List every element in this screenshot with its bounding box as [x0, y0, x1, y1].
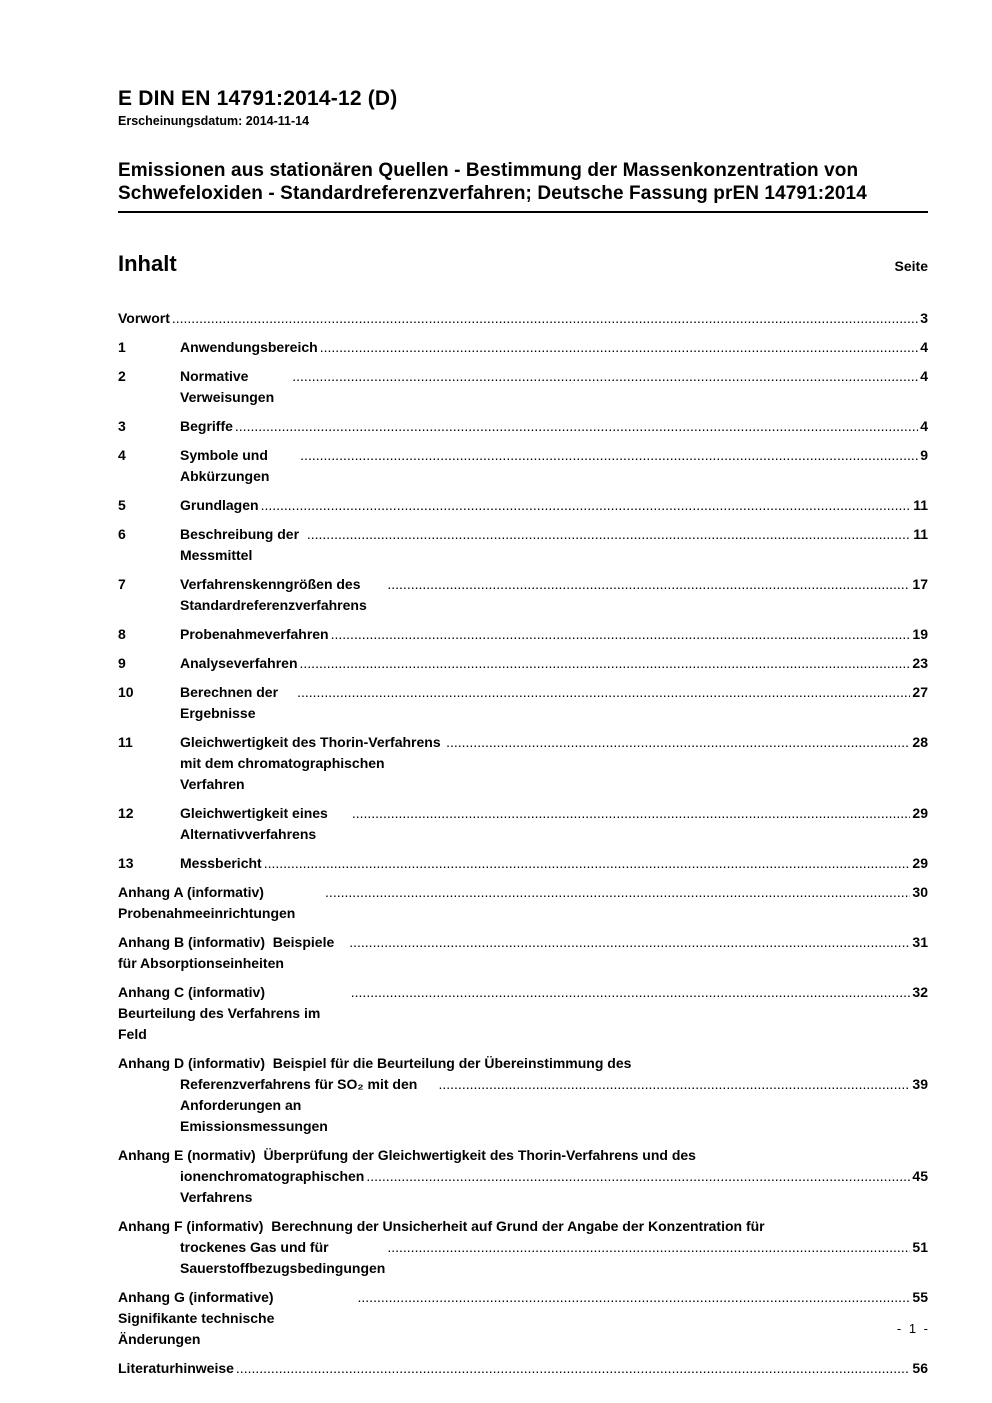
toc-entry [118, 495, 928, 516]
toc-entry-page: 45 [912, 1168, 928, 1184]
toc-entry-page: 9 [920, 447, 928, 463]
toc-entry-continuation-line [118, 1166, 928, 1208]
toc-entry [118, 445, 928, 487]
toc-entry-line [118, 416, 928, 437]
toc-entry-number: 8 [118, 626, 126, 642]
toc-entry-page: 4 [920, 418, 928, 434]
toc-entry-number: 5 [118, 497, 126, 513]
document-title-line1: Emissionen aus stationären Quellen - Bestimmung der Massenkonzentration von [118, 160, 859, 181]
toc-entry-title: Begriffe [180, 418, 233, 434]
toc-entry-line [118, 445, 928, 487]
toc-entry [118, 1216, 928, 1279]
toc-entry-line [118, 524, 928, 566]
toc-entry [118, 624, 928, 645]
toc-entry [118, 308, 928, 329]
title-divider [118, 211, 928, 213]
toc-entry-number: 1 [118, 339, 126, 355]
toc-entry-title: Anhang E (normativ) Überprüfung der Gleichwertigkeit des Thorin-Verfahrens und des [118, 1147, 696, 1163]
toc-entry-page: 17 [912, 576, 928, 592]
toc-entry [118, 337, 928, 358]
toc-entry-line [118, 308, 928, 329]
toc-entry-number: 11 [118, 734, 133, 750]
toc-entry-line [118, 732, 928, 795]
toc-dot-leader [352, 803, 911, 824]
toc-entry-line [118, 653, 928, 674]
toc-entry-title: Symbole und Abkürzungen [180, 447, 272, 484]
footer-page-number: - 1 - [896, 1321, 930, 1336]
toc-entry [118, 1287, 928, 1350]
toc-entry-page: 27 [912, 684, 928, 700]
toc-entry-number: 13 [118, 855, 134, 871]
toc-entry-title: Analyseverfahren [180, 655, 298, 671]
toc-entry-number: 9 [118, 655, 126, 671]
toc-heading-row [118, 251, 928, 277]
toc-entry-line [118, 624, 928, 645]
toc-entry-title-continuation: ionenchromatographischen Verfahrens [180, 1168, 369, 1205]
toc-entry-page: 11 [913, 526, 928, 542]
toc-page-column-label: Seite [894, 258, 928, 274]
toc-dot-leader [320, 337, 919, 358]
toc-entry-number: 2 [118, 368, 126, 384]
release-date-line: Erscheinungsdatum: 2014-11-14 [118, 114, 310, 128]
toc-entry-page: 31 [912, 934, 928, 950]
toc-entry-page: 11 [913, 497, 928, 513]
toc-dot-leader [366, 1166, 910, 1187]
toc-dot-leader [235, 416, 918, 437]
toc-entry-title: Anhang D (informativ) Beispiel für die Beurteilung der Übereinstimmung des [118, 1055, 632, 1071]
toc-entry-page: 56 [912, 1360, 928, 1376]
toc-dot-leader [325, 882, 910, 903]
toc-entry-page: 51 [912, 1239, 928, 1255]
toc-entry-page: 30 [912, 884, 928, 900]
toc-entry-page: 19 [912, 626, 928, 642]
toc-entry [118, 682, 928, 724]
toc-entry-line [118, 1053, 928, 1074]
toc-entry [118, 416, 928, 437]
toc-entry-page: 4 [920, 339, 928, 355]
toc-entry-line [118, 682, 928, 724]
toc-entry [118, 653, 928, 674]
toc-entry-page: 55 [912, 1289, 928, 1305]
toc-entry [118, 732, 928, 795]
toc-dot-leader [387, 574, 910, 595]
toc-entry-continuation-line [118, 1237, 928, 1279]
toc-entry-title: Verfahrenskenngrößen des Standardreferenzverfahrens [180, 576, 367, 613]
toc-entry-title: Anwendungsbereich [180, 339, 318, 355]
document-number: E DIN EN 14791:2014-12 (D) [118, 87, 398, 110]
toc-entry-line [118, 853, 928, 874]
toc-entry-title: Vorwort [118, 310, 170, 326]
toc-entry-line [118, 932, 928, 974]
toc-entry-title: Anhang C (informativ) Beurteilung des Verfahrens im Feld [118, 984, 325, 1042]
toc-entry-line [118, 366, 928, 408]
toc-entry-line [118, 803, 928, 845]
toc-entry [118, 803, 928, 845]
toc-entry-title: Messbericht [180, 855, 262, 871]
toc-entry-number: 6 [118, 526, 126, 542]
toc-entry-page: 29 [912, 855, 928, 871]
toc-entry [118, 982, 928, 1045]
toc-entry [118, 1145, 928, 1208]
document-title [118, 159, 928, 205]
toc-dot-leader [292, 366, 918, 387]
toc-entry-line [118, 495, 928, 516]
toc-dot-leader [349, 932, 910, 953]
toc-entry [118, 853, 928, 874]
toc-entry [118, 366, 928, 408]
toc-entry-title: Beschreibung der Messmittel [180, 526, 303, 563]
toc-entry-title: Anhang G (informative) Signifikante technische Änderungen [118, 1289, 282, 1347]
toc-entry-title-continuation: trockenes Gas und für Sauerstoffbezugsbedingungen [180, 1239, 386, 1276]
toc-dot-leader [297, 682, 910, 703]
toc-dot-leader [264, 853, 911, 874]
toc-list [118, 308, 928, 1379]
toc-dot-leader [358, 1287, 911, 1308]
toc-entry-number: 7 [118, 576, 126, 592]
toc-entry-line [118, 574, 928, 616]
toc-entry-title: Normative Verweisungen [180, 368, 275, 405]
toc-entry-page: 29 [912, 805, 928, 821]
toc-entry-number: 12 [118, 805, 134, 821]
toc-entry-line [118, 1216, 928, 1237]
toc-dot-leader [300, 653, 911, 674]
toc-heading: Inhalt [118, 251, 177, 276]
toc-entry-page: 23 [912, 655, 928, 671]
toc-entry-page: 3 [920, 310, 928, 326]
toc-entry [118, 1358, 928, 1379]
toc-entry-number: 3 [118, 418, 126, 434]
toc-entry-title-continuation: Referenzverfahrens für SO₂ mit den Anforderungen an Emissionsmessungen [180, 1076, 421, 1134]
toc-dot-leader [387, 1237, 910, 1258]
toc-entry-line [118, 1358, 928, 1379]
toc-dot-leader [446, 732, 910, 753]
toc-entry-line [118, 1287, 928, 1350]
toc-entry-number: 10 [118, 684, 134, 700]
toc-entry-title: Probenahmeverfahren [180, 626, 329, 642]
toc-entry-line [118, 882, 928, 924]
toc-dot-leader [307, 524, 911, 545]
toc-entry-title: Berechnen der Ergebnisse [180, 684, 282, 721]
toc-entry-line [118, 1145, 928, 1166]
toc-dot-leader [438, 1074, 910, 1095]
toc-dot-leader [351, 982, 911, 1003]
toc-entry-page: 4 [920, 368, 928, 384]
toc-dot-leader [331, 624, 911, 645]
toc-entry-title: Gleichwertigkeit eines Alternativverfahrens [180, 805, 332, 842]
toc-entry-title: Gleichwertigkeit des Thorin-Verfahrens mit dem chromatographischen Verfahren [180, 734, 445, 792]
toc-dot-leader [236, 1358, 911, 1379]
toc-entry-title: Anhang A (informativ) Probenahmeeinrichtungen [118, 884, 296, 921]
toc-entry-number: 4 [118, 447, 126, 463]
toc-entry-continuation-line [118, 1074, 928, 1137]
toc-dot-leader [300, 445, 918, 466]
toc-entry-title: Anhang B (informativ) Beispiele für Absorptionseinheiten [118, 934, 339, 971]
toc-dot-leader [261, 495, 912, 516]
toc-entry [118, 1053, 928, 1137]
toc-entry-title: Literaturhinweise [118, 1360, 234, 1376]
toc-entry-page: 32 [912, 984, 928, 1000]
document-title-line2: Schwefeloxiden - Standardreferenzverfahren; Deutsche Fassung prEN 14791:2014 [118, 183, 867, 204]
toc-entry-line [118, 337, 928, 358]
toc-entry-title: Anhang F (informativ) Berechnung der Unsicherheit auf Grund der Angabe der Konzentration für [118, 1218, 765, 1234]
toc-entry-page: 39 [912, 1076, 928, 1092]
toc-entry [118, 524, 928, 566]
toc-entry [118, 882, 928, 924]
toc-entry-page: 28 [912, 734, 928, 750]
toc-entry [118, 574, 928, 616]
toc-entry-line [118, 982, 928, 1045]
toc-dot-leader [172, 308, 918, 329]
toc-entry [118, 932, 928, 974]
toc-entry-title: Grundlagen [180, 497, 259, 513]
